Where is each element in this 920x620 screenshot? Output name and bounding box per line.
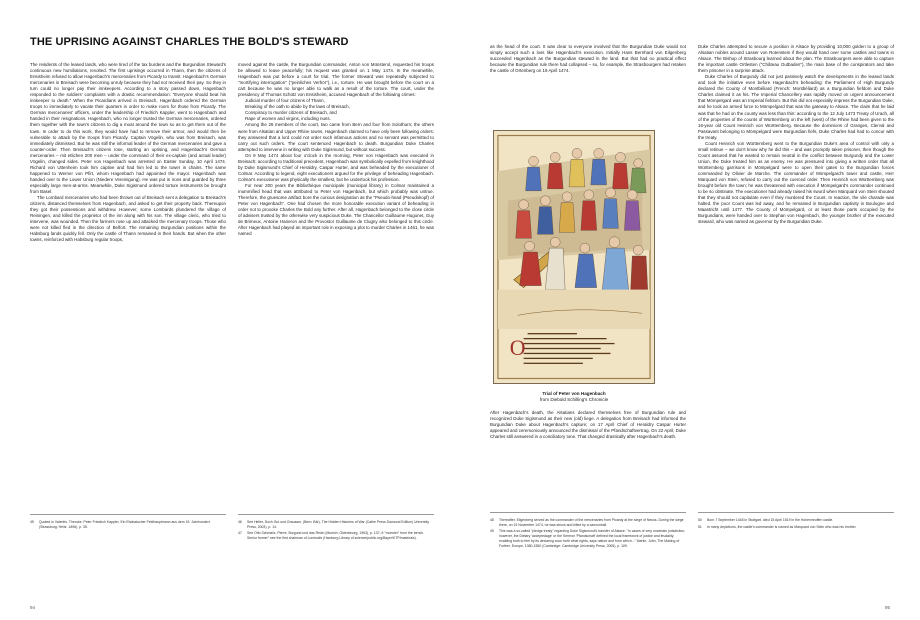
body-paragraph: Rape of women and virgins, including nuns. [245, 116, 331, 122]
body-paragraph: Among the 26 members of the court, two came from Bern and four from Solothurn; the others were from Alsatian and Upper Rhine towns. Hagenbach claimed to have only been following orders; they answered that a lord could not order such infamous actions and no servant was permitted to carry out such orders. The court sentenced Hagenbach to death. Burgundian Duke Charles attempted to intervene in writing with Duke Sigismund, but without success. [238, 122, 434, 152]
footnote [30, 520, 226, 529]
body-paragraph: The residents of the leased lands, who were tired of the tax burdens and the Burgundian Steward's continuous new humiliations, revolted. The first uprisings occurred in Thann, then the citizens of Ensisheim refused to allow Hagenbach's mercenaries from Picardy to transit. Hagenbach's German mercenaries in Breisach were becoming unruly because they had not received their pay. So they in turn could no longer pay their innkeepers. According to a story passed down, Hagenbach responded to the soldiers' complaints with a drastic recommendation: "Everyone should beat his innkeeper to death." When the Picardians arrived in Breisach, Hagenbach ordered the German troops to immediately to vacate their quarters in order to make room for those from Picardy. The German mercenaries' officers, under the leadership of Friedrich Kappler, went to Hagenbach and handed in their resignations. Hagenbach, who no longer trusted the German mercenaries, ordered them together with the town's citizens to dig a moat around the town so as to get them out of the town. In order to do this work, they would have had to remove their armor, and would then be vulnerable to attack by the troops from Picardy. Captain Vögelin, who was from Breisach, was immediately dismissed. But he was still the informal leader of the German mercenaries and gave a counter-order. Then Breisach's citizens rose, starting an uprising, and Hagenbach's German mercenaries – mit etlichen 200 men – under the command of their ex-captain (and actual leader) Vögelin, changed sides. Peter von Hagenbach was arrested on Easter Sunday, 10 April 1474. Richard von Uttenheim took him captive and had him led to the tower in chains. The same happened to Werner von Pfirt, whom Hagenbach had appointed the mayor. Hagenbach was handed over to the Lower Union (Niedere Vereinigung). He was put in irons and guarded by three especially large men-at-arms. Meanwhile, Duke Sigismund ordered torture instruments be brought from Basel. [30, 62, 226, 194]
footnote-text: In many depictions, the castle's commander is named as Marquard von Stein who was his brother. [707, 524, 857, 529]
footnotes-left-2 [238, 520, 434, 543]
body-paragraph: For near 200 years the Bibliothèque municipale (municipal library) in Colmar maintained a mummified head that was attributed to Peter von Hagenbach, but which probably was untrue. Therefore, the gruesome artifact bore the curious designation as the "Pseudo-head (Pseudokopf) of Peter von Hagenbach". One had chosen the more honorable execution variant of beheading in order not to provoke Charles the Bold any further. After all, Hagenbach belonged to the close circle of advisers trusted by the otherwise very suspicious Duke. The Chancellor Guillaume Hugonet, Guy de Brimeux, Antoine Haneron and the Provostor Guillaume de Clugny also belonged to this circle. After Hagenbach had played an important role in exposing a plot to murder Charles in 1461, he was named [238, 182, 434, 237]
right-page [460, 0, 920, 620]
footnotes-right-2 [698, 518, 894, 531]
footnote-text: See Heller, Doch Gut und Grausam, (Bern: Bär), The Hidden Histories of War (Cathe Press Diamond Edition) University Press, 2003), p. 14. [247, 520, 430, 529]
body-paragraph: After Hagenbach's death, the Alsatians declared themselves free of Burgundian rule and recognized Duke Sigismund as their new (old) liege. A delegation from Breisach had informed the Burgundian Duke about Hagenbach's capture; on 17 April Chief of Heraldry Caspar Hurter appeared and ceremoniously announced the dismissal of the Pfandschaftvertrag. On 22 April, Duke Charles still answered in a conciliatory tone. That changed drastically after Hagenbach's death. [490, 410, 686, 440]
footnote [698, 518, 894, 523]
footnote-number: 49 [490, 529, 494, 534]
page-number: 94 [30, 605, 36, 610]
footnote-number: 47 [238, 531, 242, 536]
footnote-number: 46 [238, 520, 242, 524]
footnote-number: 50 [698, 518, 702, 522]
figure-caption-title: Trial of Peter von Hagenbach [542, 391, 606, 396]
left-column-2 [238, 62, 434, 500]
footnote-text: See Otto Schmalix, Pierre, Burgund und das Reich (Munich: Oldenbourg, 1963), p. 137; 8 "monster" from the bench. Senior former" see the first chairman of Luminalis (Hamburg Library of science/public.org/Bayer/KTP/materials). [247, 531, 425, 541]
footnote-text: Thereafter, Eilgenberg served as the commander of the mercenaries from Picardy at the siege of Neuss. During the siege there, on 19 November 1474, he was struck and killed by a cannonball. [499, 518, 684, 527]
body-paragraph: as the head of the court. It was clear to everyone involved that the Burgundian Duke would not simply accept such a loss like Hagenbach's execution. Initially Hans Bernhard von Eilgenberg succeeded Hagenbach as the Burgundian steward in the land. But that had no practical effect because the Burgundian rule there had collapsed – so, for example, the Strasbourgers had retaken the castle of Ortenberg on 19 April 1474. [490, 44, 686, 74]
footnotes-right-1 [490, 518, 686, 550]
footnote-number: 51 [698, 524, 702, 529]
manuscript-painting-image [494, 131, 654, 383]
footnote-rule [698, 512, 894, 513]
footnote [238, 531, 434, 540]
footnote [238, 520, 434, 529]
footnote-text: Born 7 September 1448 in Stuttgart, died 15 April 1519 in the Hohenneuffen castle. [707, 518, 834, 522]
footnote-text: Quoted in Valentin, Theodor, Peter Friedrich Kappler, Ein Elsässischer Feldhauptmann aus dem 15. Jahrhundert (Strassburg: Heitz, 1896), p. 35. [39, 520, 210, 529]
figure-caption-source: from Diebold Schilling's Chronicle [539, 397, 609, 403]
body-paragraph: Count Heinrich von Württemberg went to the Burgundian Duke's area of control with only a small retinue – we don't know why he did this – and was promptly taken prisoner, then though the Count assured that he wanted to remain neutral in the conflict between Burgundy and the Lower Union, the Duke treated him as an enemy. He was pressured into giving a written order that all Württemberg garrisons in Mömpelgard were to open their gates to the Burgundian forces commanded by Olivier de Marche. The commander of Mömpelgard's tower and castle, Herr Marquard von Stein, refused to carry out the coerced order. Then Heinrich von Württemberg was brought before the town; he was threatened with execution if Mömpelgard's commander continued to be so obstinate. The executioner had already raised his sword when Marquard von Stein shouted that they should not capitulate even if they murdered the Count. In reaction, the vile charade was halted, the poor Count was led away, and he remained in Burgundian captivity in Boulogne and Maastricht until 1477. The County of Mömpelgard, or at least those parts occupied by the Burgundians, were handed over to Stephan von Hagenbach, the younger brother of the executed steward, who was named as governor by the Burgundian Duke. [698, 140, 894, 225]
right-column-2 [698, 44, 894, 506]
footnote-rule [30, 514, 226, 515]
footnote-rule [490, 512, 686, 513]
body-paragraph: Breaking of the oath to abide by the laws of Breisach, [245, 104, 350, 110]
right-column-1-bottom [490, 410, 686, 506]
body-paragraph: Judicial murder of four citizens of Thann, [245, 98, 325, 104]
svg-text:O: O [509, 335, 526, 360]
body-paragraph: moved against the castle, the Burgundian commander, Anton von Münsterol, requested his troops be allowed to leave peacefully; his request was granted on 1 May 1474. In the meanwhile, Hagenbach was put before a court for trial. The former Steward was repeatedly subjected to "mortifying interrogation" ("peinliches Verhör"), i.e., torture. He was brought before the court on a cart because he was no longer able to walk as a result of the torture. The court, under the presidency of Thomas Schütz von Ensisheim, accused Hagenbach of the following crimes: [238, 62, 434, 98]
trial-illustration [493, 130, 655, 384]
footnote [490, 529, 686, 548]
page-number: 95 [884, 605, 890, 610]
footnote-text: This was a so-called "pledge treaty" regarding Duke Sigismund's transfer of Alsace. "In cases of very uncertain jurisdiction, however, the Dietary 'acceptedage' or the Sermon 'Pfandschaft' defined the local framework of justice and feudality, enabling both to feel by its declaring soon forth what rights, says nature and form which..." Martin, John, The Making of Further, Europe, 1380-1550 (Cambridge: Cambridge University Press, 2005), p. 109. [499, 529, 686, 548]
chapter-heading: THE UPRISING AGAINST CHARLES THE BOLD'S STEWARD [30, 36, 349, 48]
body-paragraph: Duke Charles of Burgundy did not just passively watch the developments in the leased lands and took the initiative even before Hagenbach's beheading: the Parliament of High Burgundy declared the County of Montbéliard (French: Montbéliard) as a Burgundian fiefdom and Duke Charles claimed it as his. The Imperial Chancellery was rapidly moved on urgent announcement that Mömpelgard was an Imperial fiefdom. But this did not especially impress the Burgundian Duke, and he took an armed force to Mömpelgard that was the gateway to Alsace. The claim that he laid was that he had on the county was less than thin: according to the 12 July 1473 Treaty of Urach, all of the properties of the counts of Württemberg on the left (west) of the Rhine had been given to the 16-year old Count Heinrich von Württemberg. Because the dominions of Granges, Clerval and Passavant belonging to Mömpelgard were Burgundian fiefs, Duke Charles had had to concur with the treaty. [698, 74, 894, 140]
footnote-rule [238, 514, 434, 515]
right-column-1-top [490, 44, 686, 124]
footnotes-left-1 [30, 520, 226, 531]
footnote-number: 45 [30, 520, 34, 524]
footnote-number: 48 [490, 518, 494, 522]
figure-caption [493, 391, 655, 403]
left-column-1 [30, 62, 226, 492]
body-paragraph: The Lombard mercenaries who had been thrown out of Breisach sent a delegation to Breisach's citizens, distanced themselves from Hagenbach, and asked to get their property back. Thereupon they got their possessions and withdrew. However, some Lombards plundered the village of Reiningen, and killed the proprietor of the inn along with his son. The village cleric, who tried to intervene, was wounded. Then the farmers rose up and attacked the mercenary troops. Those who were not killed fled in the direction of Belfort. The remaining Burgundian positions within the Habsburg lands quickly fell. Only the castle of Thann remained in their hands. But when the other towns, reinforced with Habsburg regular troops, [30, 195, 226, 243]
footnote [698, 525, 894, 530]
footnote [490, 518, 686, 527]
body-paragraph: On 9 May 1474 about four o'clock in the morning, Peter von Hagenbach was executed in Breisach: according to traditional precedent, Hagenbach was symbolically expelled from knighthood by Duke Sigismund's Chief of Heraldry, Caspar Hurter, and was beheaded by the executioner of Colmar. According to legend, eight executioners argued for the privilege of beheading Hagenbach. Colmar's executioner was physically the smallest, but he undertook his profession. [238, 152, 434, 182]
body-paragraph: Conspiracy to murder citizens of Breisach, and [245, 110, 337, 116]
body-paragraph: Duke Charles attempted to secure a position in Alsace by providing 10,000 golden to a group of Alsatian nobles around Lasser von Rotenstein if they would hand over some castles and towns in Alsace. The Bishop of Strasbourg learned about the plan. The Strasbourgers were able to capture the important castle Ortlesten ("Château Outbaden"), the main base of the conspirators and take them prisoner in a surprise attack. [698, 44, 894, 74]
